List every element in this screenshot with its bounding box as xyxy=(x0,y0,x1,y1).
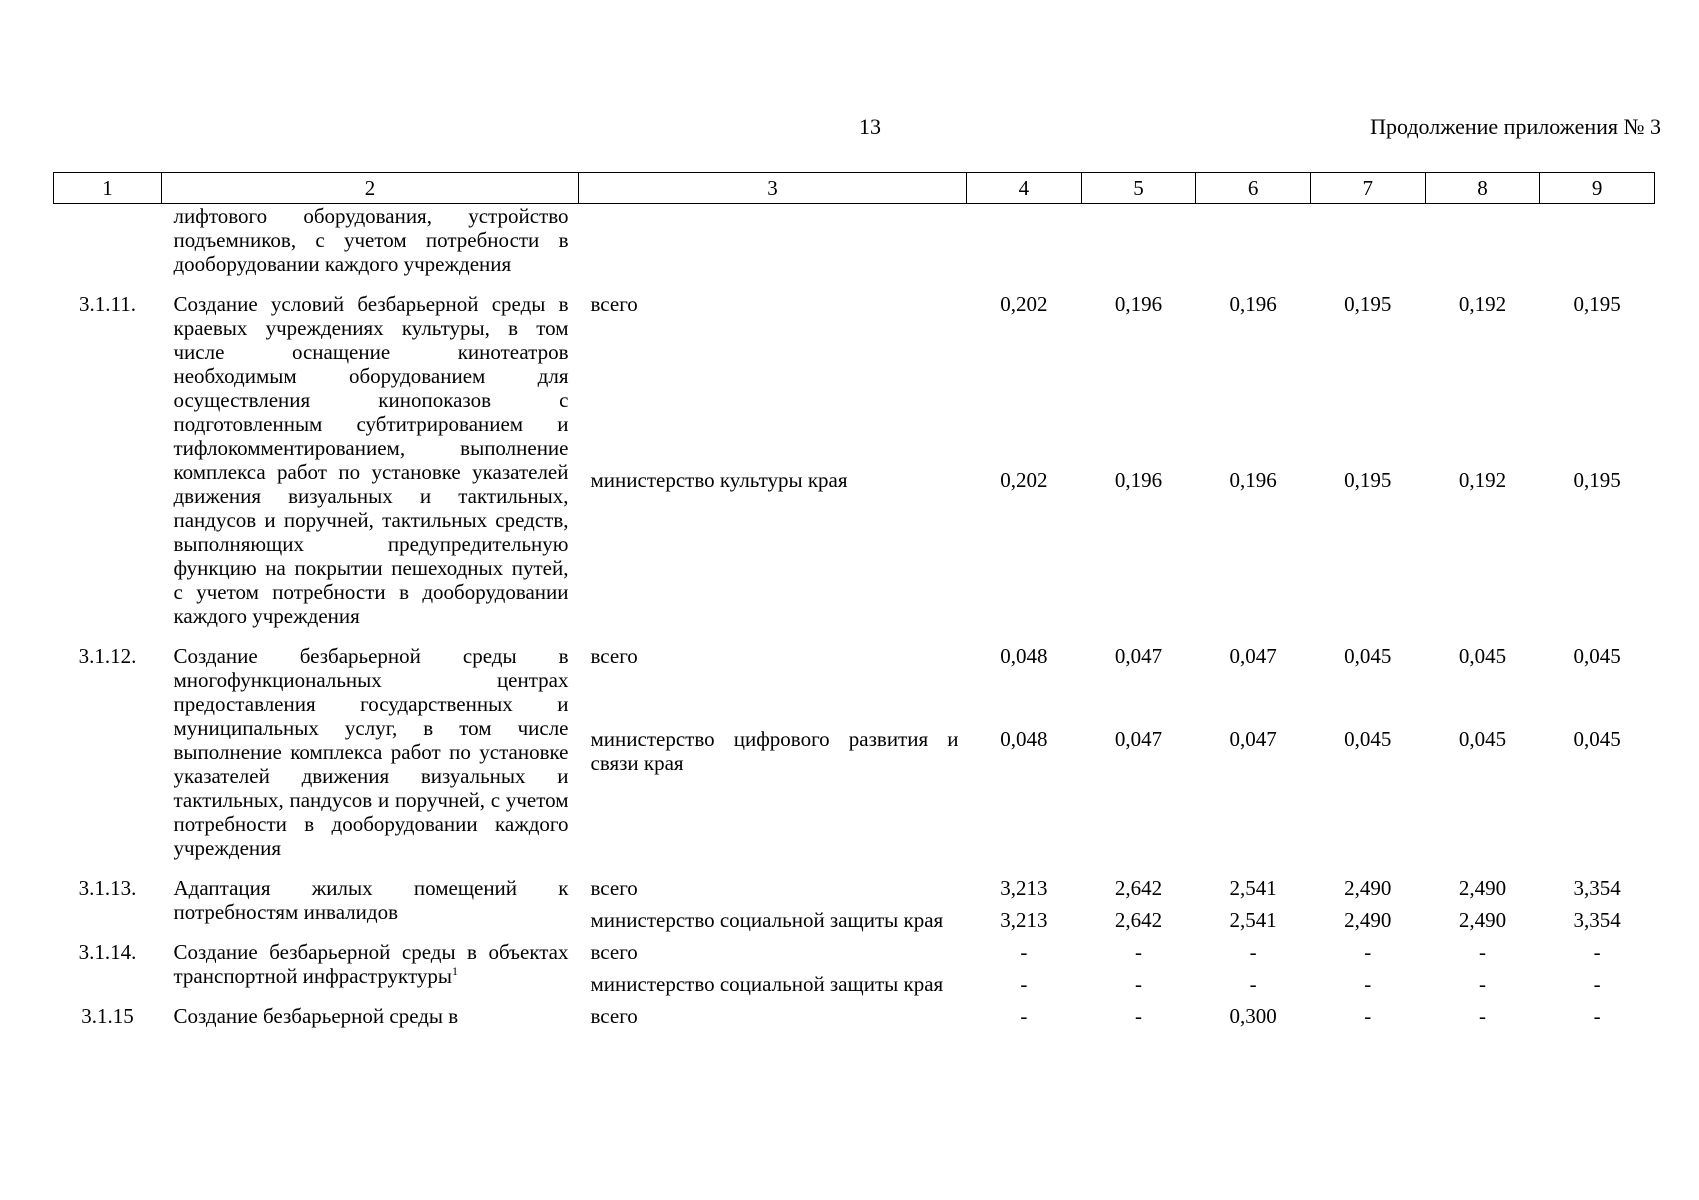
column-header: 7 xyxy=(1310,173,1425,204)
value-cell: - xyxy=(1478,972,1486,996)
total-label: всего xyxy=(590,940,638,964)
column-header: 2 xyxy=(162,173,579,204)
table-row xyxy=(54,870,1655,902)
source-label: министерство цифрового развития и связи края xyxy=(590,726,959,775)
value-cell: 0,196 xyxy=(1229,468,1277,492)
value-cell: 0,045 xyxy=(1458,644,1507,668)
row-description: Создание безбарьерной среды в многофункциональных центрах предоставления государственных и муниципальных услуг, в том числе выполнение комплекса работ по установке указателей движения визуальных и тактильных, пандусов и поручней, с учетом потребности в дооборудовании каждого учреждения xyxy=(173,644,569,860)
table-row xyxy=(54,934,1655,966)
value-cell: - xyxy=(1593,1004,1601,1028)
value-cell: 0,047 xyxy=(1114,644,1163,668)
value-cell: 0,195 xyxy=(1344,292,1392,316)
value-cell: - xyxy=(1134,972,1142,996)
table-row xyxy=(54,638,1655,721)
value-cell: 0,192 xyxy=(1458,468,1507,492)
value-cell: 2,490 xyxy=(1458,908,1507,932)
value-cell: 3,354 xyxy=(1573,908,1621,932)
table-row xyxy=(54,286,1655,462)
column-header: 4 xyxy=(967,173,1082,204)
value-cell: 3,213 xyxy=(1000,908,1048,932)
continuation-row xyxy=(54,204,1655,287)
value-cell: - xyxy=(1020,1004,1028,1028)
column-header: 6 xyxy=(1196,173,1311,204)
value-cell: 2,490 xyxy=(1344,876,1392,900)
budget-table xyxy=(53,172,1655,1028)
column-number-row xyxy=(54,173,1655,204)
value-cell: - xyxy=(1364,972,1372,996)
value-cell: - xyxy=(1134,1004,1142,1028)
row-description xyxy=(162,934,579,998)
value-cell: 0,195 xyxy=(1573,468,1621,492)
value-cell: 0,196 xyxy=(1114,292,1163,316)
value-cell: 0,192 xyxy=(1458,292,1507,316)
row-description: Создание безбарьерной среды в xyxy=(173,1004,459,1028)
row-description: Адаптация жилых помещений к потребностям инвалидов xyxy=(173,876,569,924)
value-cell: 0,045 xyxy=(1344,726,1392,751)
value-cell: 0,195 xyxy=(1344,468,1392,492)
row-description-text: Создание безбарьерной среды в объектах транспортной инфраструктуры xyxy=(173,940,569,988)
value-cell: 0,196 xyxy=(1114,468,1163,492)
value-cell: 0,048 xyxy=(1000,726,1048,751)
value-cell: - xyxy=(1020,940,1028,964)
row-code: 3.1.14. xyxy=(78,940,137,964)
row-description: Создание условий безбарьерной среды в краевых учреждениях культуры, в том числе оснащение кинотеатров необходимым оборудованием для осуществления кинопоказов с подготовленным субтитрированием и тифлокомментированием, выполнение комплекса работ по установке указателей движения визуальных и тактильных, пандусов и поручней, тактильных средств, выполняющих предупредительную функцию на покрытии пешеходных путей, с учетом потребности в дооборудовании каждого учреждения xyxy=(173,292,569,628)
continuation-text: лифтового оборудования, устройство подъемников, с учетом потребности в дооборудовании каждого учреждения xyxy=(173,204,569,276)
value-cell: 2,541 xyxy=(1229,908,1277,932)
row-code: 3.1.13. xyxy=(78,876,137,900)
total-label: всего xyxy=(590,1004,638,1028)
value-cell: 2,541 xyxy=(1229,876,1277,900)
row-code: 3.1.12. xyxy=(78,644,137,668)
source-label: министерство культуры края xyxy=(590,468,848,492)
value-cell: 0,196 xyxy=(1229,292,1277,316)
total-label: всего xyxy=(590,876,638,900)
source-label: министерство социальной защиты края xyxy=(590,972,944,996)
value-cell: - xyxy=(1364,940,1372,964)
value-cell: - xyxy=(1478,1004,1486,1028)
value-cell: 0,045 xyxy=(1458,726,1507,751)
appendix-note: Продолжение приложения № 3 xyxy=(1370,114,1661,139)
value-cell: 0,195 xyxy=(1573,292,1621,316)
value-cell: 3,354 xyxy=(1573,876,1621,900)
value-cell: 0,045 xyxy=(1573,726,1621,751)
value-cell: 2,642 xyxy=(1114,876,1163,900)
column-header: 8 xyxy=(1425,173,1540,204)
total-label: всего xyxy=(590,292,638,316)
column-header: 5 xyxy=(1081,173,1196,204)
page-number: 13 xyxy=(859,114,881,139)
value-cell: - xyxy=(1020,972,1028,996)
value-cell: 2,490 xyxy=(1458,876,1507,900)
value-cell: - xyxy=(1249,972,1257,996)
footnote-mark: 1 xyxy=(452,964,458,978)
row-code: 3.1.11. xyxy=(79,292,136,316)
value-cell: 0,300 xyxy=(1229,1004,1277,1028)
column-header: 1 xyxy=(54,173,162,204)
value-cell: 0,047 xyxy=(1229,644,1277,668)
source-label: министерство социальной защиты края xyxy=(590,908,944,932)
value-cell: - xyxy=(1249,940,1257,964)
value-cell: 0,047 xyxy=(1114,726,1163,751)
column-header: 9 xyxy=(1540,173,1655,204)
value-cell: - xyxy=(1593,940,1601,964)
value-cell: 2,490 xyxy=(1344,908,1392,932)
value-cell: 0,048 xyxy=(1000,644,1048,668)
value-cell: 0,047 xyxy=(1229,726,1277,751)
value-cell: - xyxy=(1134,940,1142,964)
value-cell: 0,045 xyxy=(1344,644,1392,668)
value-cell: - xyxy=(1593,972,1601,996)
value-cell: 0,045 xyxy=(1573,644,1621,668)
table-row xyxy=(54,998,1655,1028)
value-cell: 3,213 xyxy=(1000,876,1048,900)
value-cell: 0,202 xyxy=(1000,468,1048,492)
value-cell: - xyxy=(1478,940,1486,964)
total-label: всего xyxy=(590,644,638,668)
value-cell: 0,202 xyxy=(1000,292,1048,316)
row-code: 3.1.15 xyxy=(81,1004,134,1028)
value-cell: - xyxy=(1364,1004,1372,1028)
column-header: 3 xyxy=(579,173,967,204)
value-cell: 2,642 xyxy=(1114,908,1163,932)
